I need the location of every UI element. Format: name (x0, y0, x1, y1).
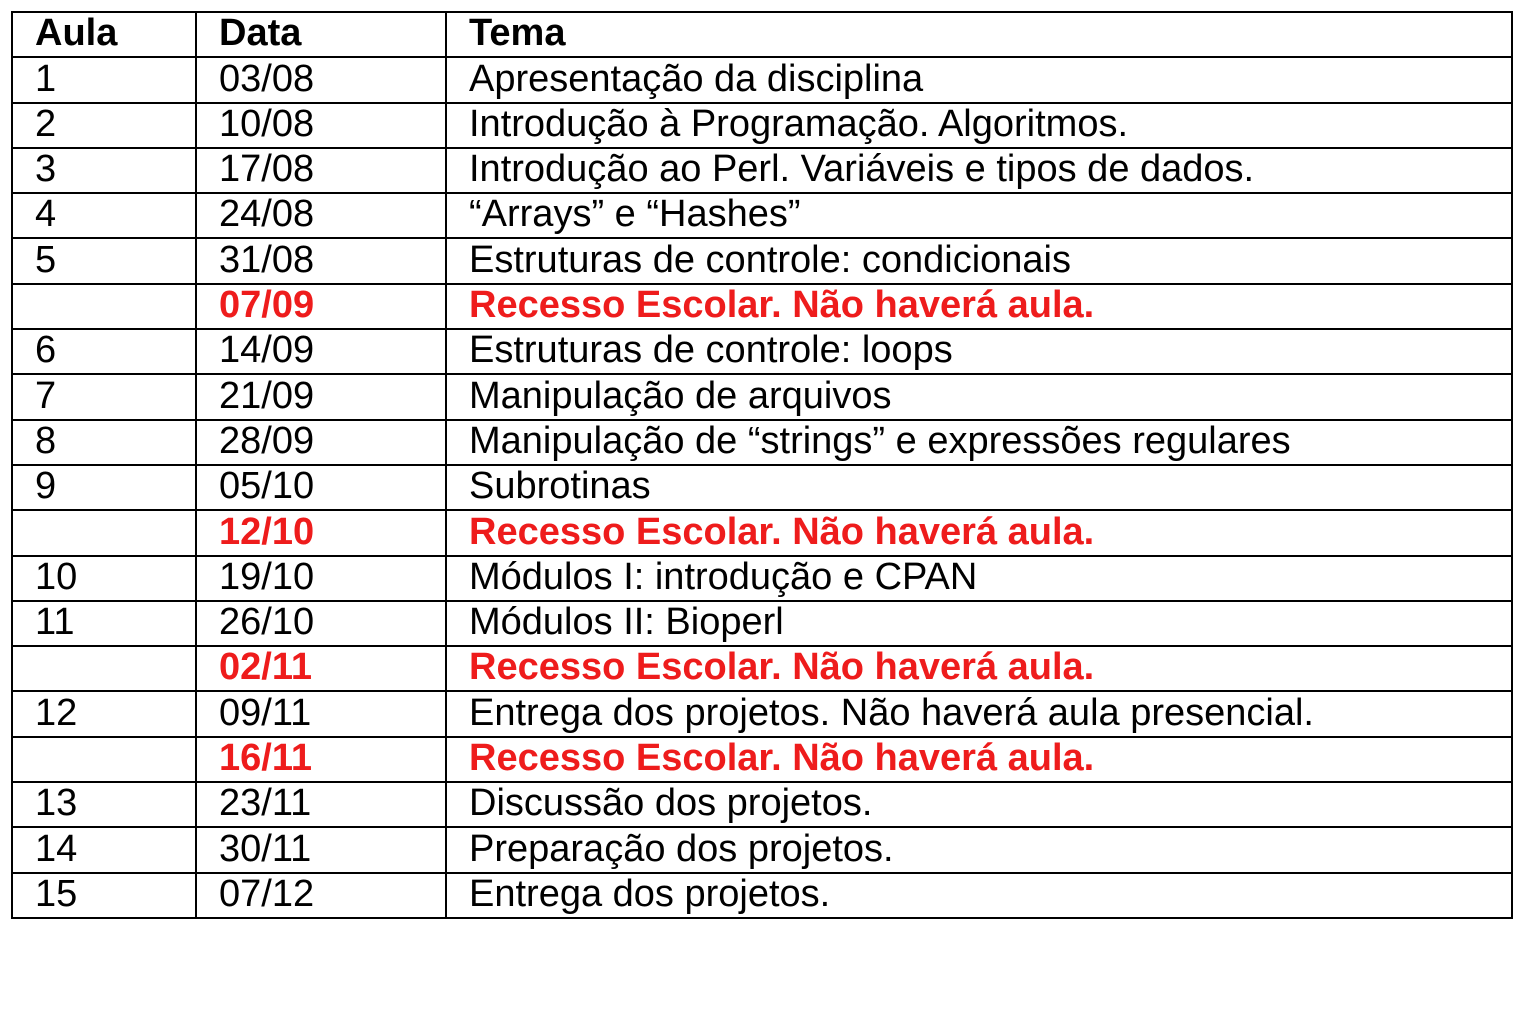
recess-row (12, 510, 1512, 555)
cell-aula: 6 (12, 329, 196, 374)
cell-aula: 1 (12, 57, 196, 102)
cell-data: 31/08 (196, 238, 446, 283)
cell-aula: 9 (12, 465, 196, 510)
cell-tema: Manipulação de “strings” e expressões regulares (446, 420, 1512, 465)
cell-data: 16/11 (196, 737, 446, 782)
cell-data: 28/09 (196, 420, 446, 465)
header-aula: Aula (12, 12, 196, 57)
cell-data: 30/11 (196, 827, 446, 872)
cell-data: 24/08 (196, 193, 446, 238)
schedule-body (12, 57, 1512, 918)
recess-row (12, 737, 1512, 782)
cell-aula: 2 (12, 103, 196, 148)
cell-aula: 14 (12, 827, 196, 872)
cell-data: 23/11 (196, 782, 446, 827)
cell-data: 26/10 (196, 601, 446, 646)
cell-aula (12, 284, 196, 329)
table-row (12, 465, 1512, 510)
cell-tema: “Arrays” e “Hashes” (446, 193, 1512, 238)
cell-data: 09/11 (196, 691, 446, 736)
cell-tema: Módulos I: introdução e CPAN (446, 556, 1512, 601)
header-data: Data (196, 12, 446, 57)
schedule-table (11, 11, 1513, 919)
cell-data: 07/12 (196, 873, 446, 918)
cell-aula: 13 (12, 782, 196, 827)
cell-data: 10/08 (196, 103, 446, 148)
cell-aula (12, 510, 196, 555)
table-row (12, 374, 1512, 419)
cell-tema: Introdução ao Perl. Variáveis e tipos de dados. (446, 148, 1512, 193)
cell-tema: Recesso Escolar. Não haverá aula. (446, 284, 1512, 329)
cell-data: 12/10 (196, 510, 446, 555)
cell-data: 05/10 (196, 465, 446, 510)
cell-tema: Manipulação de arquivos (446, 374, 1512, 419)
table-row (12, 601, 1512, 646)
table-row (12, 556, 1512, 601)
cell-tema: Recesso Escolar. Não haverá aula. (446, 737, 1512, 782)
cell-tema: Estruturas de controle: condicionais (446, 238, 1512, 283)
cell-data: 03/08 (196, 57, 446, 102)
cell-aula: 4 (12, 193, 196, 238)
cell-data: 14/09 (196, 329, 446, 374)
table-row (12, 238, 1512, 283)
cell-aula (12, 646, 196, 691)
cell-data: 17/08 (196, 148, 446, 193)
cell-tema: Recesso Escolar. Não haverá aula. (446, 510, 1512, 555)
cell-tema: Entrega dos projetos. (446, 873, 1512, 918)
cell-aula: 5 (12, 238, 196, 283)
cell-aula: 3 (12, 148, 196, 193)
cell-aula: 15 (12, 873, 196, 918)
cell-aula: 10 (12, 556, 196, 601)
recess-row (12, 284, 1512, 329)
cell-tema: Discussão dos projetos. (446, 782, 1512, 827)
table-row (12, 103, 1512, 148)
cell-data: 02/11 (196, 646, 446, 691)
table-row (12, 827, 1512, 872)
cell-tema: Introdução à Programação. Algoritmos. (446, 103, 1512, 148)
recess-row (12, 646, 1512, 691)
cell-tema: Subrotinas (446, 465, 1512, 510)
cell-data: 07/09 (196, 284, 446, 329)
cell-aula (12, 737, 196, 782)
table-row (12, 873, 1512, 918)
table-row (12, 782, 1512, 827)
header-tema: Tema (446, 12, 1512, 57)
table-row (12, 420, 1512, 465)
cell-tema: Módulos II: Bioperl (446, 601, 1512, 646)
cell-aula: 8 (12, 420, 196, 465)
cell-tema: Entrega dos projetos. Não haverá aula presencial. (446, 691, 1512, 736)
table-row (12, 148, 1512, 193)
cell-tema: Recesso Escolar. Não haverá aula. (446, 646, 1512, 691)
cell-aula: 12 (12, 691, 196, 736)
cell-data: 19/10 (196, 556, 446, 601)
cell-tema: Apresentação da disciplina (446, 57, 1512, 102)
table-row (12, 57, 1512, 102)
cell-tema: Estruturas de controle: loops (446, 329, 1512, 374)
table-row (12, 691, 1512, 736)
cell-aula: 7 (12, 374, 196, 419)
cell-aula: 11 (12, 601, 196, 646)
cell-tema: Preparação dos projetos. (446, 827, 1512, 872)
cell-data: 21/09 (196, 374, 446, 419)
header-row (12, 12, 1512, 57)
table-row (12, 329, 1512, 374)
table-row (12, 193, 1512, 238)
